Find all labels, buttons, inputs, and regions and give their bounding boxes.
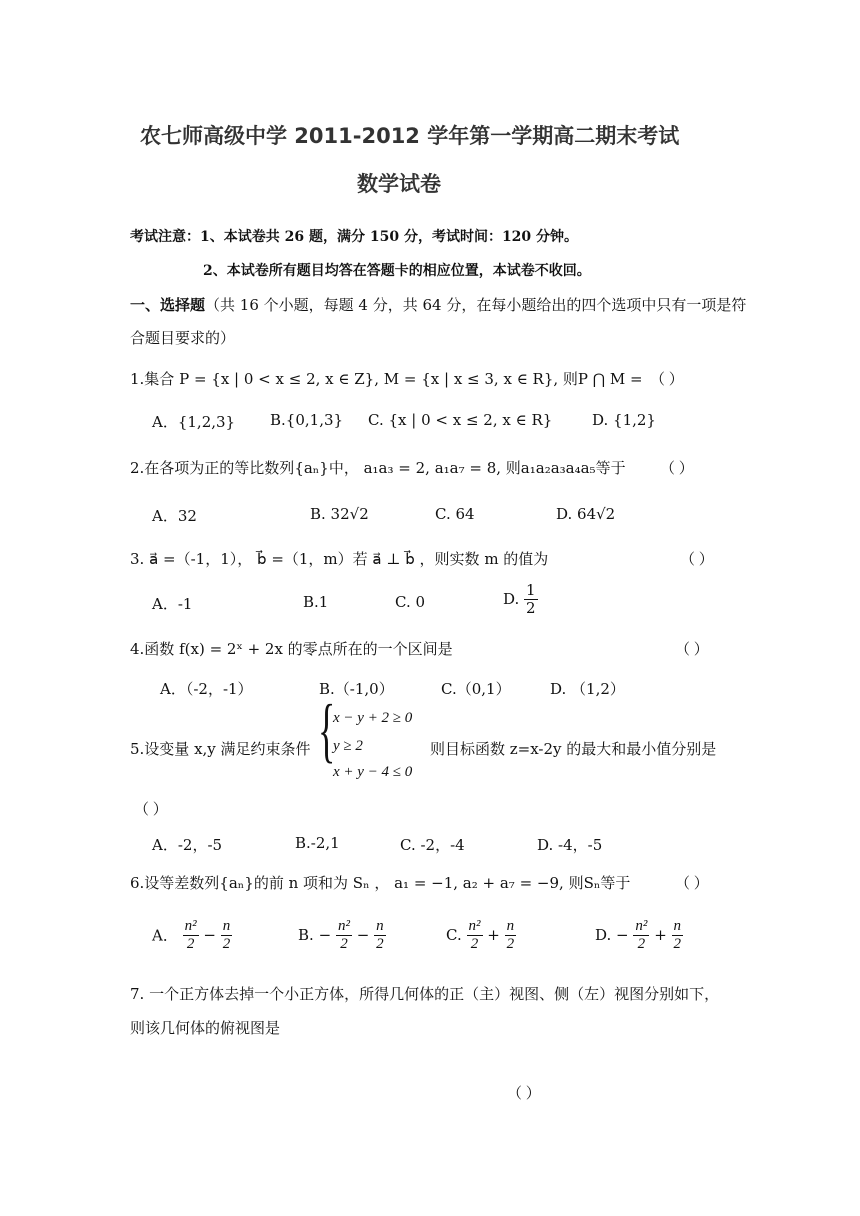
fraction [183, 918, 199, 952]
minus-sign: − [203, 926, 216, 944]
question-7-line-2: 则该几何体的俯视图是 [130, 1019, 281, 1037]
q2-option-c: C. 64 [435, 505, 475, 523]
fraction-numerator: n² [184, 918, 197, 934]
answer-paren: （ ） [507, 1086, 541, 1102]
q6-option-c [446, 918, 516, 952]
question-6-stem: 6.设等差数列{aₙ}的前 n 项和为 Sₙ ， a₁ = −1, a₂ + a₇ = −9, 则Sₙ等于 [130, 874, 631, 892]
q5-option-b: B.-2,1 [295, 834, 340, 852]
q6-option-a-label: A． [152, 926, 178, 945]
q2-option-b: B. 32√2 [310, 505, 369, 523]
section-heading: 一、选择题 [130, 296, 206, 314]
q5-option-c: C. -2，-4 [400, 836, 465, 854]
q3-option-a: A．-1 [152, 595, 193, 613]
q6-option-a [152, 918, 232, 952]
page-title: 农七师高级中学 2011-2012 学年第一学期高二期末考试 [140, 124, 680, 148]
fraction-denominator: 2 [340, 935, 348, 952]
answer-paren: （ ） [650, 372, 684, 388]
fraction-numerator: n [222, 918, 231, 934]
fraction-denominator: 2 [637, 935, 646, 952]
question-4-stem: 4.函数 f(x) = 2ˣ + 2x 的零点所在的一个区间是 [130, 640, 453, 658]
answer-paren: （ ） [675, 876, 709, 892]
fraction-numerator: n² [337, 918, 350, 934]
answer-paren: （ ） [675, 642, 709, 658]
fraction-numerator: n [506, 918, 515, 934]
fraction-numerator: 1 [526, 581, 536, 599]
fraction-denominator: 2 [526, 598, 536, 617]
question-5-stem-pre: 5.设变量 x,y 满足约束条件 [130, 740, 311, 758]
fraction-denominator: 2 [470, 935, 479, 952]
fraction-numerator: n [376, 918, 384, 934]
fraction-denominator: 2 [506, 935, 515, 952]
answer-paren: （ ） [134, 802, 168, 818]
fraction-denominator: 2 [186, 935, 195, 952]
q4-option-d: D. （1,2） [550, 680, 625, 698]
fraction [336, 918, 352, 952]
minus-sign: − [318, 926, 332, 944]
q3-option-c: C. 0 [395, 593, 426, 611]
constraint-3: x + y − 4 ≤ 0 [333, 764, 413, 780]
constraint-2: y ≥ 2 [333, 738, 363, 754]
fraction [672, 918, 684, 952]
answer-paren: （ ） [660, 461, 694, 477]
fraction-denominator: 2 [376, 935, 384, 952]
minus-sign: − [356, 926, 370, 944]
q1-option-d: D. {1,2} [592, 411, 656, 429]
q3-option-d-label: D. [503, 590, 520, 608]
q4-option-c: C.（0,1） [441, 680, 511, 698]
q5-option-a: A．-2，-5 [152, 836, 223, 854]
q2-option-d: D. 64√2 [556, 505, 616, 523]
fraction [505, 918, 517, 952]
question-3-stem: 3. a⃗ =（-1，1）， b⃗ =（1，m）若 a⃗ ⊥ b⃗ ，则实数 m 的值为 [130, 550, 549, 568]
plus-sign: + [487, 926, 500, 944]
answer-paren: （ ） [680, 552, 714, 568]
fraction [221, 918, 233, 952]
fraction-numerator: n² [635, 918, 648, 934]
section-description-2: 合题目要求的） [130, 329, 236, 347]
fraction-numerator: n² [468, 918, 481, 934]
fraction [633, 918, 649, 952]
fraction [467, 918, 483, 952]
question-2-stem: 2.在各项为正的等比数列{aₙ}中， a₁a₃ = 2, a₁a₇ = 8, 则a₁a₂a₃a₄a₅等于 [130, 459, 626, 477]
q6-option-d-label: D. [595, 926, 612, 944]
constraint-brace: { [318, 690, 336, 770]
q3-option-d-fraction [524, 582, 538, 616]
q1-option-a: A．{1,2,3} [152, 413, 236, 431]
question-5-stem-post: 则目标函数 z=x-2y 的最大和最小值分别是 [430, 740, 717, 758]
q6-option-b [298, 918, 386, 952]
fraction-denominator: 2 [673, 935, 682, 952]
q5-option-d: D. -4，-5 [537, 836, 603, 854]
plus-sign: + [654, 926, 667, 944]
fraction-numerator: n [673, 918, 682, 934]
q6-option-b-label: B. [298, 926, 314, 944]
minus-sign: − [616, 926, 629, 944]
q4-option-a: A．（-2，-1） [160, 680, 253, 698]
fraction [374, 918, 386, 952]
q3-option-b: B.1 [303, 593, 329, 611]
fraction-denominator: 2 [222, 935, 231, 952]
question-7-line-1: 7. 一个正方体去掉一个小正方体，所得几何体的正（主）视图、侧（左）视图分别如下， [130, 985, 720, 1003]
q6-option-c-label: C. [446, 926, 462, 944]
notice-line-1: 考试注意：1、本试卷共 26 题，满分 150 分，考试时间：120 分钟。 [130, 229, 579, 245]
question-1-stem: 1.集合 P = {x | 0 < x ≤ 2, x ∈ Z}, M = {x | x ≤ 3, x ∈ R}, 则P ⋂ M = [130, 370, 643, 388]
section-heading-line [130, 294, 746, 315]
q1-option-c: C. {x | 0 < x ≤ 2, x ∈ R} [368, 411, 553, 429]
q2-option-a: A．32 [152, 507, 197, 525]
section-description: （共 16 个小题，每题 4 分，共 64 分，在每小题给出的四个选项中只有一项是符 [205, 296, 747, 314]
q4-option-b: B.（-1,0） [319, 680, 394, 698]
q1-option-b: B.{0,1,3} [270, 411, 344, 429]
notice-line-2: 2、本试卷所有题目均答在答题卡的相应位置，本试卷不收回。 [203, 263, 591, 279]
q3-option-d [503, 582, 538, 616]
page-subtitle: 数学试卷 [357, 172, 441, 196]
constraint-1: x − y + 2 ≥ 0 [333, 710, 413, 726]
q6-option-d [595, 918, 683, 952]
